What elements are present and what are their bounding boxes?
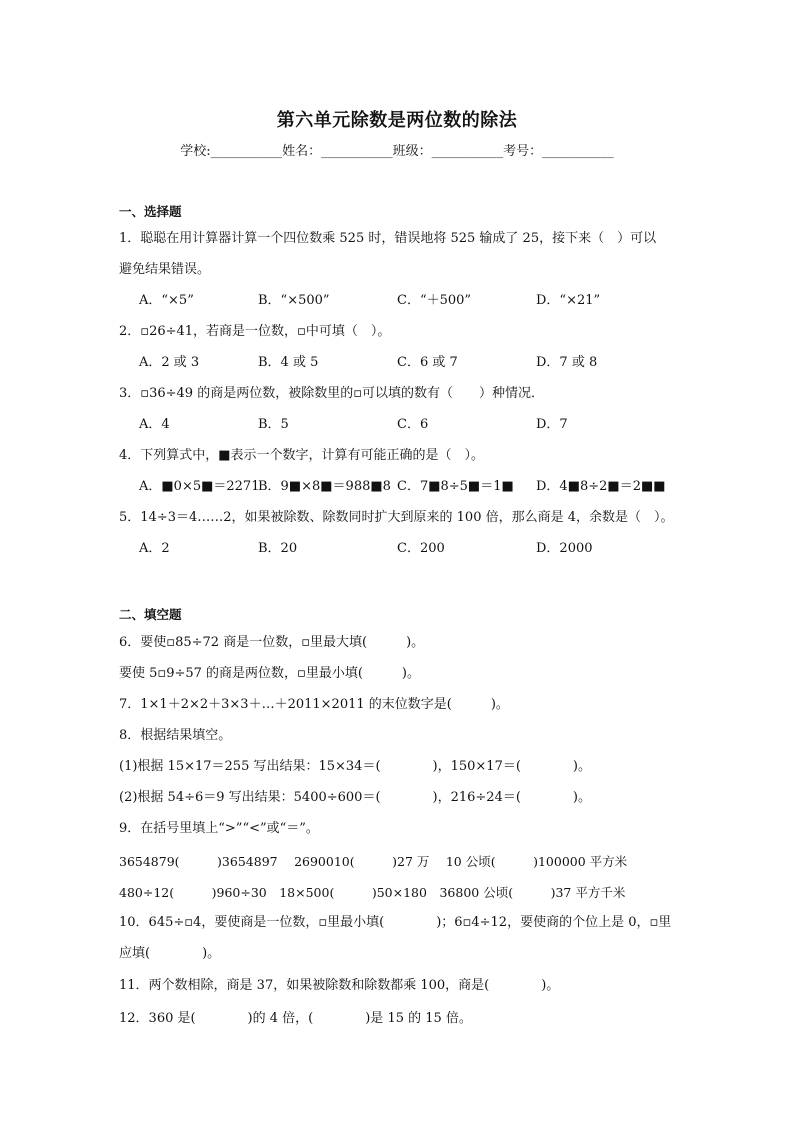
question-3-stem: 3．▫36÷49 的商是两位数，被除数里的▫可以填的数有（ ）种情况．	[119, 386, 545, 401]
question-2-option-c: C．6 或 7	[397, 355, 458, 370]
question-5-option-a: A．2	[139, 541, 170, 556]
question-1-option-c: C．“＋500”	[397, 293, 472, 308]
question-4-option-d: D．4■8÷2■＝2■■	[536, 479, 666, 494]
question-5-option-b: B．20	[258, 541, 298, 556]
question-2-stem: 2．▫26÷41，若商是一位数，▫中可填（ ）。	[119, 324, 391, 339]
section-heading-choice: 一、选择题	[119, 204, 182, 219]
page-title: 第六单元除数是两位数的除法	[276, 110, 518, 131]
question-3-option-b: B．5	[258, 417, 289, 432]
question-9: 9．在括号里填上“>”“<”或“＝”。	[119, 821, 319, 836]
question-4-stem: 4．下列算式中，■表示一个数字，计算有可能正确的是（ ）。	[119, 448, 485, 463]
question-10-line-1: 10．645÷▫4，要使商是一位数，▫里最小填( )；6▫4÷12，要使商的个位上是 0，▫里	[119, 915, 672, 930]
question-4-option-b: B．9■×8■＝988■8	[258, 479, 391, 494]
question-8: 8．根据结果填空。	[119, 728, 232, 743]
question-1-stem-cont: 避免结果错误。	[119, 262, 211, 277]
question-9-row-2: 480÷12( )960÷30 18×500( )50×180 36800 公顷( )37 平方千米	[119, 885, 626, 900]
question-3-option-a: A．4	[139, 417, 170, 432]
question-1-option-b: B．“×500”	[258, 293, 330, 308]
question-7: 7．1×1＋2×2＋3×3＋…＋2011×2011 的末位数字是( )。	[119, 697, 509, 712]
question-5-stem: 5．14÷3＝4……2，如果被除数、除数同时扩大到原来的 100 倍，那么商是 4，余数是（ ）。	[119, 510, 674, 525]
question-2-option-d: D．7 或 8	[536, 355, 598, 370]
question-8-part-2: (2)根据 54÷6＝9 写出结果：5400÷600＝( )，216÷24＝( )。	[119, 790, 591, 805]
question-6-line-2: 要使 5▫9÷57 的商是两位数，▫里最小填( )。	[119, 666, 421, 681]
question-2-option-b: B．4 或 5	[258, 355, 319, 370]
question-11: 11．两个数相除，商是 37，如果被除数和除数都乘 100，商是( )。	[119, 978, 560, 993]
student-info-line: 学校:___________姓名：___________班级：___________考号：___________	[180, 144, 614, 159]
question-4-option-a: A．■0×5■＝2271	[139, 479, 260, 494]
question-8-part-1: (1)根据 15×17＝255 写出结果：15×34＝( )，150×17＝( )。	[119, 759, 591, 774]
question-3-option-d: D．7	[536, 417, 568, 432]
question-12: 12．360 是( )的 4 倍，( )是 15 的 15 倍。	[119, 1011, 472, 1026]
question-9-row-1: 3654879( )3654897 2690010( )27 万 10 公顷( )100000 平方米	[119, 854, 628, 869]
question-5-option-d: D．2000	[536, 541, 593, 556]
question-4-option-c: C．7■8÷5■＝1■	[397, 479, 514, 494]
section-heading-fill: 二、填空题	[119, 607, 182, 622]
question-5-option-c: C．200	[397, 541, 445, 556]
question-3-option-c: C．6	[397, 417, 429, 432]
question-2-option-a: A．2 或 3	[139, 355, 200, 370]
question-1-option-a: A．“×5”	[139, 293, 194, 308]
question-6-line-1: 6．要使▫85÷72 商是一位数，▫里最大填( )。	[119, 635, 425, 650]
question-10-line-2: 应填( )。	[119, 946, 221, 961]
question-1-stem: 1．聪聪在用计算器计算一个四位数乘 525 时，错误地将 525 输成了 25，接下来（ ）可以	[119, 231, 657, 246]
question-1-option-d: D．“×21”	[536, 293, 601, 308]
